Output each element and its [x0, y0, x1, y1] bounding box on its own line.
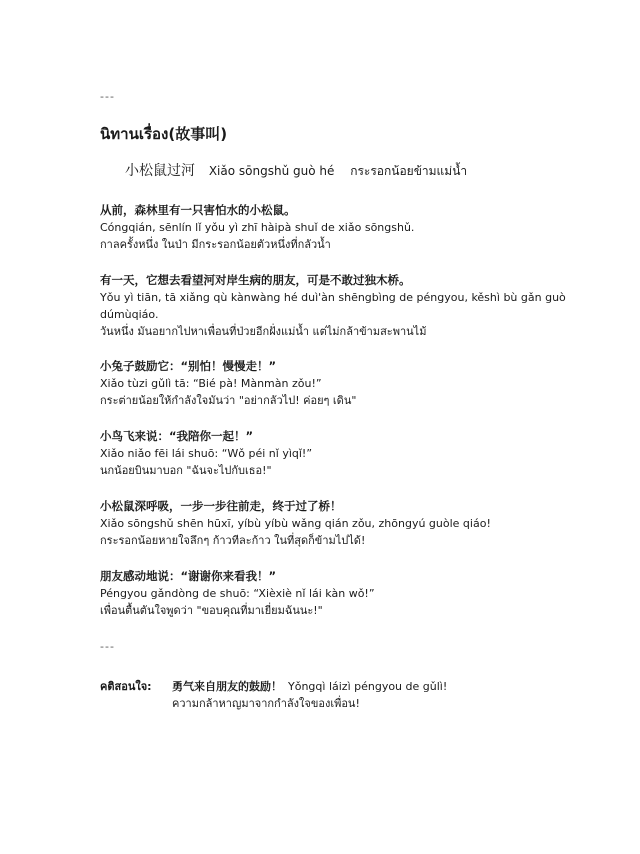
paragraph-4	[100, 428, 570, 479]
paragraph-thai: กระรอกน้อยหายใจลึกๆ ก้าวทีละก้าว ในที่สุดก็ข้ามไปได้!	[100, 534, 366, 547]
paragraph-chinese: 小鸟飞来说：“我陪你一起！”	[100, 429, 254, 443]
paragraph-pinyin: Xiǎo tùzi gǔlì tā: “Bié pà! Mànmàn zǒu!”	[100, 377, 322, 390]
paragraph-chinese: 朋友感动地说：“谢谢你来看我！”	[100, 569, 277, 583]
moral-section	[100, 678, 447, 712]
paragraph-thai: กระต่ายน้อยให้กำลังใจมันว่า "อย่ากลัวไป! ค่อยๆ เดิน"	[100, 394, 357, 407]
story-title: นิทานเรื่อง(故事叫)	[100, 125, 228, 143]
separator-top: ---	[100, 90, 115, 103]
paragraph-chinese: 小兔子鼓励它：“别怕！慢慢走！”	[100, 359, 277, 373]
subtitle-pinyin: Xiǎo sōngshǔ guò hé	[208, 164, 335, 178]
paragraph-pinyin: Cóngqián, sēnlín lǐ yǒu yì zhī hàipà shuǐ de xiǎo sōngshǔ.	[100, 221, 415, 234]
moral-thai: ความกล้าหาญมาจากกำลังใจของเพื่อน!	[172, 697, 360, 710]
paragraph-pinyin: Péngyou gǎndòng de shuō: “Xièxiè nǐ lái kàn wǒ!”	[100, 587, 375, 600]
paragraph-chinese: 有一天，它想去看望河对岸生病的朋友，可是不敢过独木桥。	[100, 273, 411, 287]
paragraph-pinyin: Yǒu yì tiān, tā xiǎng qù kànwàng hé duì'àn shēngbìng de péngyou, kěshì bù gǎn guò dúmùqiáo.	[100, 291, 566, 321]
paragraph-chinese: 小松鼠深呼吸，一步一步往前走，终于过了桥！	[100, 499, 342, 513]
paragraph-1	[100, 202, 570, 253]
separator-bottom: ---	[100, 640, 115, 653]
paragraph-thai: วันหนึ่ง มันอยากไปหาเพื่อนที่ป่วยอีกฝั่งแม่น้ำ แต่ไม่กล้าข้ามสะพานไม้	[100, 325, 427, 338]
paragraph-2	[100, 272, 570, 340]
paragraph-pinyin: Xiǎo niǎo fēi lái shuō: “Wǒ péi nǐ yìqǐ!”	[100, 447, 313, 460]
paragraph-chinese: 从前，森林里有一只害怕水的小松鼠。	[100, 203, 296, 217]
moral-pinyin: Yǒngqì láizì péngyou de gǔlì!	[288, 680, 448, 693]
subtitle-chinese: 小松鼠过河	[125, 163, 195, 179]
story-subtitle	[125, 160, 467, 181]
paragraph-6	[100, 568, 570, 619]
paragraph-pinyin: Xiǎo sōngshǔ shēn hūxī, yíbù yíbù wǎng qián zǒu, zhōngyú guòle qiáo!	[100, 517, 491, 530]
moral-chinese: 勇气来自朋友的鼓励！	[172, 680, 282, 693]
paragraph-thai: เพื่อนตื้นตันใจพูดว่า "ขอบคุณที่มาเยี่ยมฉันนะ!"	[100, 604, 323, 617]
subtitle-thai: กระรอกน้อยข้ามแม่น้ำ	[350, 164, 468, 178]
paragraph-thai: นกน้อยบินมาบอก "ฉันจะไปกับเธอ!"	[100, 464, 272, 477]
paragraph-thai: กาลครั้งหนึ่ง ในป่า มีกระรอกน้อยตัวหนึ่งที่กลัวน้ำ	[100, 238, 331, 251]
moral-label: คติสอนใจ:	[100, 680, 152, 693]
paragraph-3	[100, 358, 570, 409]
paragraph-5	[100, 498, 570, 549]
